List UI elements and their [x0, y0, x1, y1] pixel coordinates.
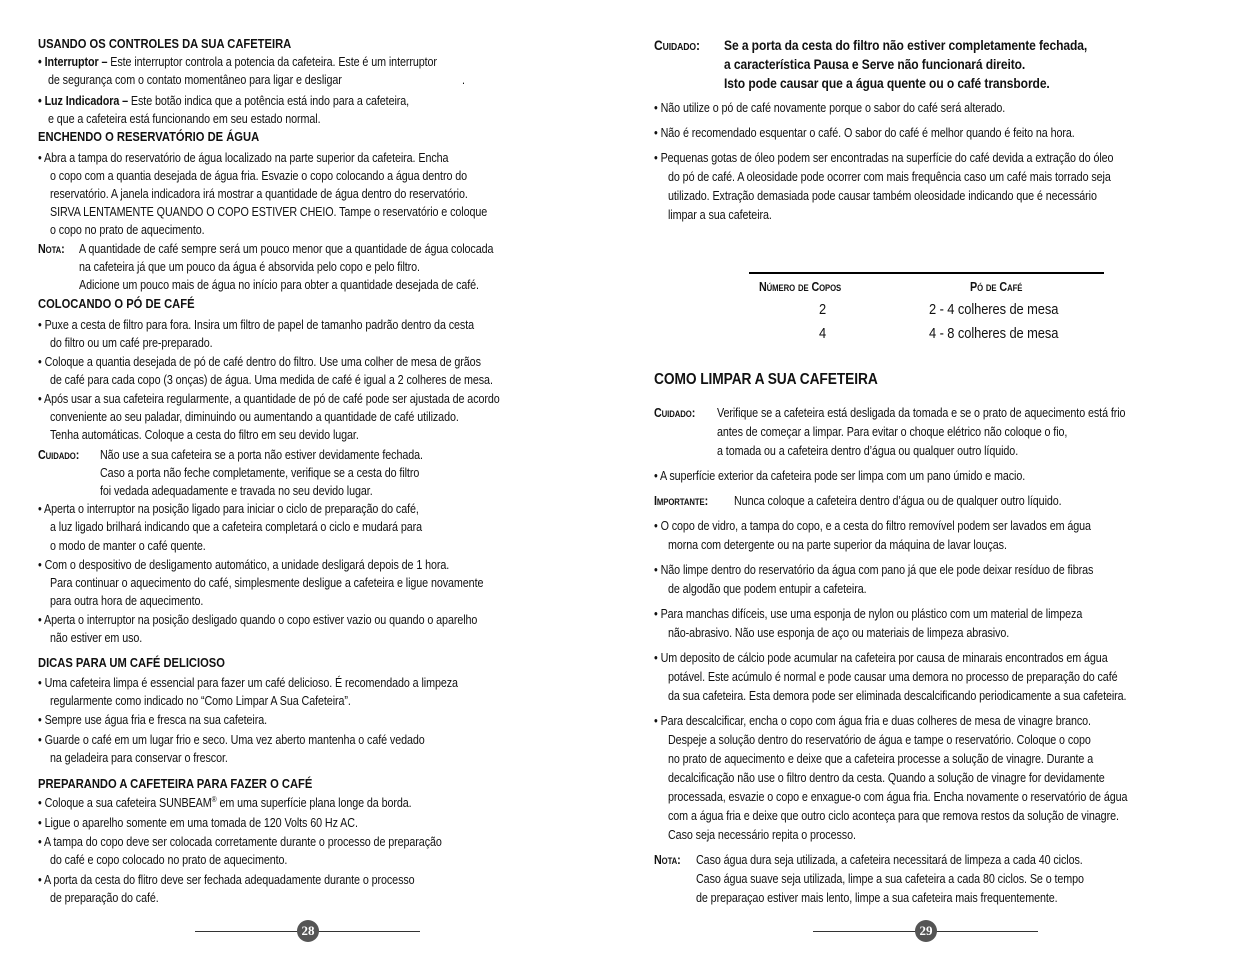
- paragraph: • Coloque a sua cafeteira SUNBEAM® em uma superfície plana longe da borda.: [38, 794, 412, 810]
- paragraph: • Um deposito de cálcio pode acumular na cafeteira por causa de minarais encontrados em água: [654, 651, 1108, 665]
- paragraph: .: [462, 73, 465, 87]
- left-page: [0, 0, 617, 954]
- note-label: Nota:: [654, 853, 681, 867]
- paragraph: • O copo de vidro, a tampa do copo, e a cesta do filtro removível podem ser lavados em água: [654, 519, 1091, 533]
- paragraph: antes de começar a limpar. Para evitar o choque elétrico não coloque o fio,: [717, 425, 1068, 439]
- paragraph: no prato de aquecimento e deixe que a cafeteira processe a solução de vinagre. Durante a: [668, 752, 1094, 766]
- paragraph: limpar a sua cafeteira.: [668, 208, 772, 222]
- paragraph: o copo com a quantia desejada de água fria. Esvazie o copo colocando a água dentro do: [50, 169, 468, 183]
- paragraph: • Não limpe dentro do reservatório da água com pano já que ele pode deixar resíduo de fibras: [654, 563, 1094, 577]
- paragraph: Caso água suave seja utilizada, limpe a sua cafeteira a cada 80 ciclos. Se o tempo: [696, 872, 1084, 886]
- table-cell-po: 4 - 8 colheres de mesa: [929, 325, 1059, 342]
- paragraph: Despeje a solução dentro do reservatório de água e tampe o reservatório. Coloque o copo: [668, 733, 1091, 747]
- paragraph: • Uma cafeteira limpa é essencial para fazer um café delicioso. É recomendado a limpeza: [38, 676, 458, 690]
- paragraph: • Aperta o interruptor na posição ligado para iniciar o ciclo de preparação do café,: [38, 502, 419, 516]
- paragraph: • Luz Indicadora – Este botão indica que a potência está indo para a cafeteira,: [38, 94, 410, 108]
- section-title-coffee: COLOCANDO O PÓ DE CAFÉ: [38, 296, 195, 311]
- paragraph: • Sempre use água fria e fresca na sua cafeteira.: [38, 713, 268, 727]
- paragraph: • Pequenas gotas de óleo podem ser encontradas na superfície do café devida a extração do óleo: [654, 151, 1114, 165]
- paragraph: Não use a sua cafeteira se a porta não estiver devidamente fechada.: [100, 448, 423, 462]
- paragraph: decalcificação não use o filtro dentro da cesta. Quando a solução de vinagre for devidamente: [668, 771, 1105, 785]
- paragraph: do pó de café. A oleosidade pode ocorrer com mais frequência caso um café mais torrado seja: [668, 170, 1111, 184]
- paragraph: Verifique se a cafeteira está desligada da tomada e se o prato de aquecimento está frio: [717, 406, 1126, 420]
- paragraph: Tenha automáticas. Coloque a cesta do filtro em seu devido lugar.: [50, 428, 359, 442]
- paragraph: • Não utilize o pó de café novamente porque o sabor do café será alterado.: [654, 101, 1006, 115]
- table-rule: [749, 272, 1104, 274]
- paragraph: • Aperta o interruptor na posição desligado quando o copo estiver vazio ou quando o aparelho: [38, 613, 478, 627]
- paragraph: A quantidade de café sempre será um pouco menor que a quantidade de água colocada: [79, 242, 494, 256]
- paragraph: na geladeira para conservar o frescor.: [50, 751, 228, 765]
- section-title-preparing: PREPARANDO A CAFETEIRA PARA FAZER O CAFÉ: [38, 776, 313, 791]
- paragraph: • Ligue o aparelho somente em uma tomada de 120 Volts 60 Hz AC.: [38, 816, 358, 830]
- paragraph: • Para manchas difíceis, use uma esponja de nylon ou plástico com um material de limpeza: [654, 607, 1083, 621]
- paragraph: • Interruptor – Este interruptor controla a potencia da cafeteira. Este é um interruptor: [38, 55, 437, 69]
- paragraph: Caso a porta não feche completamente, verifique se a cesta do filtro: [100, 466, 420, 480]
- section-title-cleaning: COMO LIMPAR A SUA CAFETEIRA: [654, 371, 878, 388]
- paragraph: utilizado. Extração demasiada pode causar também oleosidade indicando que é necessário: [668, 189, 1097, 203]
- paragraph: morna com detergente ou na parte superior da máquina de lavar louças.: [668, 538, 1007, 552]
- page-number: 29: [915, 920, 937, 942]
- paragraph: Caso água dura seja utilizada, a cafeteira necessitará de limpeza a cada 40 ciclos.: [696, 853, 1083, 867]
- note-label: Nota:: [38, 242, 65, 256]
- caution-label: Cuidado:: [654, 37, 700, 53]
- paragraph: • Não é recomendado esquentar o café. O sabor do café é melhor quando é feito na hora.: [654, 126, 1075, 140]
- paragraph: • Após usar a sua cafeteira regularmente, a quantidade de pó de café pode ser ajustada de acordo: [38, 392, 500, 406]
- caution-text: Se a porta da cesta do filtro não estiver completamente fechada,: [724, 37, 1088, 53]
- page-number: 28: [297, 920, 319, 942]
- paragraph: para outra hora de aquecimento.: [50, 594, 204, 608]
- section-title-controls: USANDO OS CONTROLES DA SUA CAFETEIRA: [38, 36, 292, 51]
- paragraph: o modo de manter o café quente.: [50, 539, 206, 553]
- paragraph: SIRVA LENTAMENTE QUANDO O COPO ESTIVER CHEIO. Tampe o reservatório e coloque: [50, 205, 488, 219]
- table-cell-copos: 2: [819, 301, 827, 318]
- important-label: Importante:: [654, 494, 709, 508]
- paragraph: Caso seja necessário repita o processo.: [668, 828, 856, 842]
- paragraph: conveniente ao seu paladar, diminuindo ou aumentando a quantidade de café utilizado.: [50, 410, 459, 424]
- paragraph: regularmente como indicado no “Como Limpar A Sua Cafeteira”.: [50, 694, 351, 708]
- paragraph: e que a cafeteira está funcionando em seu estado normal.: [48, 112, 321, 126]
- paragraph: • Para descalcificar, encha o copo com água fria e duas colheres de mesa de vinagre branco.: [654, 714, 1091, 728]
- table-cell-po: 2 - 4 colheres de mesa: [929, 301, 1059, 318]
- caution-text: a característica Pausa e Serve não funcionará direito.: [724, 56, 1026, 72]
- table-header-copos: Número de Copos: [759, 280, 842, 294]
- paragraph: com a água fria e deixe que outro ciclo aconteça para que remova restos da solução de vinagre.: [668, 809, 1119, 823]
- paragraph: • Abra a tampa do reservatório de água localizado na parte superior da cafeteira. Encha: [38, 151, 449, 165]
- caution-label: Cuidado:: [654, 406, 696, 420]
- paragraph: • Guarde o café em um lugar frio e seco. Uma vez aberto mantenha o café vedado: [38, 733, 425, 747]
- paragraph: a tomada ou a cafeteira dentro d’água ou qualquer outro líquido.: [717, 444, 1019, 458]
- paragraph: de preparaçao estiver mais lento, limpe a sua cafeteira mais frequentemente.: [696, 891, 1058, 905]
- table-cell-copos: 4: [819, 325, 827, 342]
- paragraph: da sua cafeteira. Esta demora pode ser eliminada descalcificando periodicamente a sua cafeteira.: [668, 689, 1127, 703]
- paragraph: a luz ligado brilhará indicando que a cafeteira completará o ciclo e mudará para: [50, 520, 422, 534]
- paragraph: de segurança com o contato momentâneo para ligar e desligar: [48, 73, 342, 87]
- paragraph: de algodão que podem entupir a cafeteira.: [668, 582, 867, 596]
- paragraph: na cafeteira já que um pouco da água é absorvida pelo copo e pelo filtro.: [79, 260, 420, 274]
- paragraph: do filtro ou um café pre-preparado.: [50, 336, 213, 350]
- paragraph: • Com o despositivo de desligamento automático, a unidade desligará depois de 1 hora.: [38, 558, 450, 572]
- paragraph: não-abrasivo. Não use esponja de aço ou materiais de limpeza abrasivo.: [668, 626, 1010, 640]
- paragraph: de café para cada copo (3 onças) de água. Uma medida de café é igual a 2 colheres de mesa.: [50, 373, 493, 387]
- paragraph: • A porta da cesta do flitro deve ser fechada adequadamente durante o processo: [38, 873, 415, 887]
- caution-text: Isto pode causar que a água quente ou o café transborde.: [724, 75, 1050, 91]
- paragraph: o copo no prato de aquecimento.: [50, 223, 205, 237]
- paragraph: Para continuar o aquecimento do café, simplesmente desligue a cafeteira e ligue novamente: [50, 576, 484, 590]
- paragraph: potável. Este acúmulo é normal e pode causar uma demora no processo de preparação do café: [668, 670, 1118, 684]
- paragraph: • A superfície exterior da cafeteira pode ser limpa com um pano úmido e macio.: [654, 469, 1026, 483]
- caution-label: Cuidado:: [38, 448, 80, 462]
- paragraph: do café e copo colocado no prato de aquecimento.: [50, 853, 288, 867]
- section-title-tips: DICAS PARA UM CAFÉ DELICIOSO: [38, 655, 225, 670]
- paragraph: não estiver em uso.: [50, 631, 143, 645]
- paragraph: Adicione um pouco mais de água no início para obter a quantidade desejada de café.: [79, 278, 479, 292]
- paragraph: processada, esvazie o copo e enxague-o com água fria. Encha novamente o reservatório de água: [668, 790, 1128, 804]
- paragraph: de preparação do café.: [50, 891, 159, 905]
- paragraph: • Puxe a cesta de filtro para fora. Insira um filtro de papel de tamanho padrão dentro da cesta: [38, 318, 475, 332]
- paragraph: foi vedada adequadamente e travada no seu devido lugar.: [100, 484, 373, 498]
- section-title-reservoir: ENCHENDO O RESERVATÓRIO DE ÁGUA: [38, 129, 260, 144]
- paragraph: Nunca coloque a cafeteira dentro d’água ou de qualquer outro líquido.: [734, 494, 1062, 508]
- paragraph: reservatório. A janela indicadora irá mostrar a quantidade de água dentro do reservatório.: [50, 187, 468, 201]
- paragraph: • A tampa do copo deve ser colocada corretamente durante o processo de preparação: [38, 835, 442, 849]
- right-page: [617, 0, 1235, 954]
- paragraph: • Coloque a quantia desejada de pó de café dentro do filtro. Use uma colher de mesa de grãos: [38, 355, 481, 369]
- table-header-po: Pó de Café: [970, 280, 1023, 294]
